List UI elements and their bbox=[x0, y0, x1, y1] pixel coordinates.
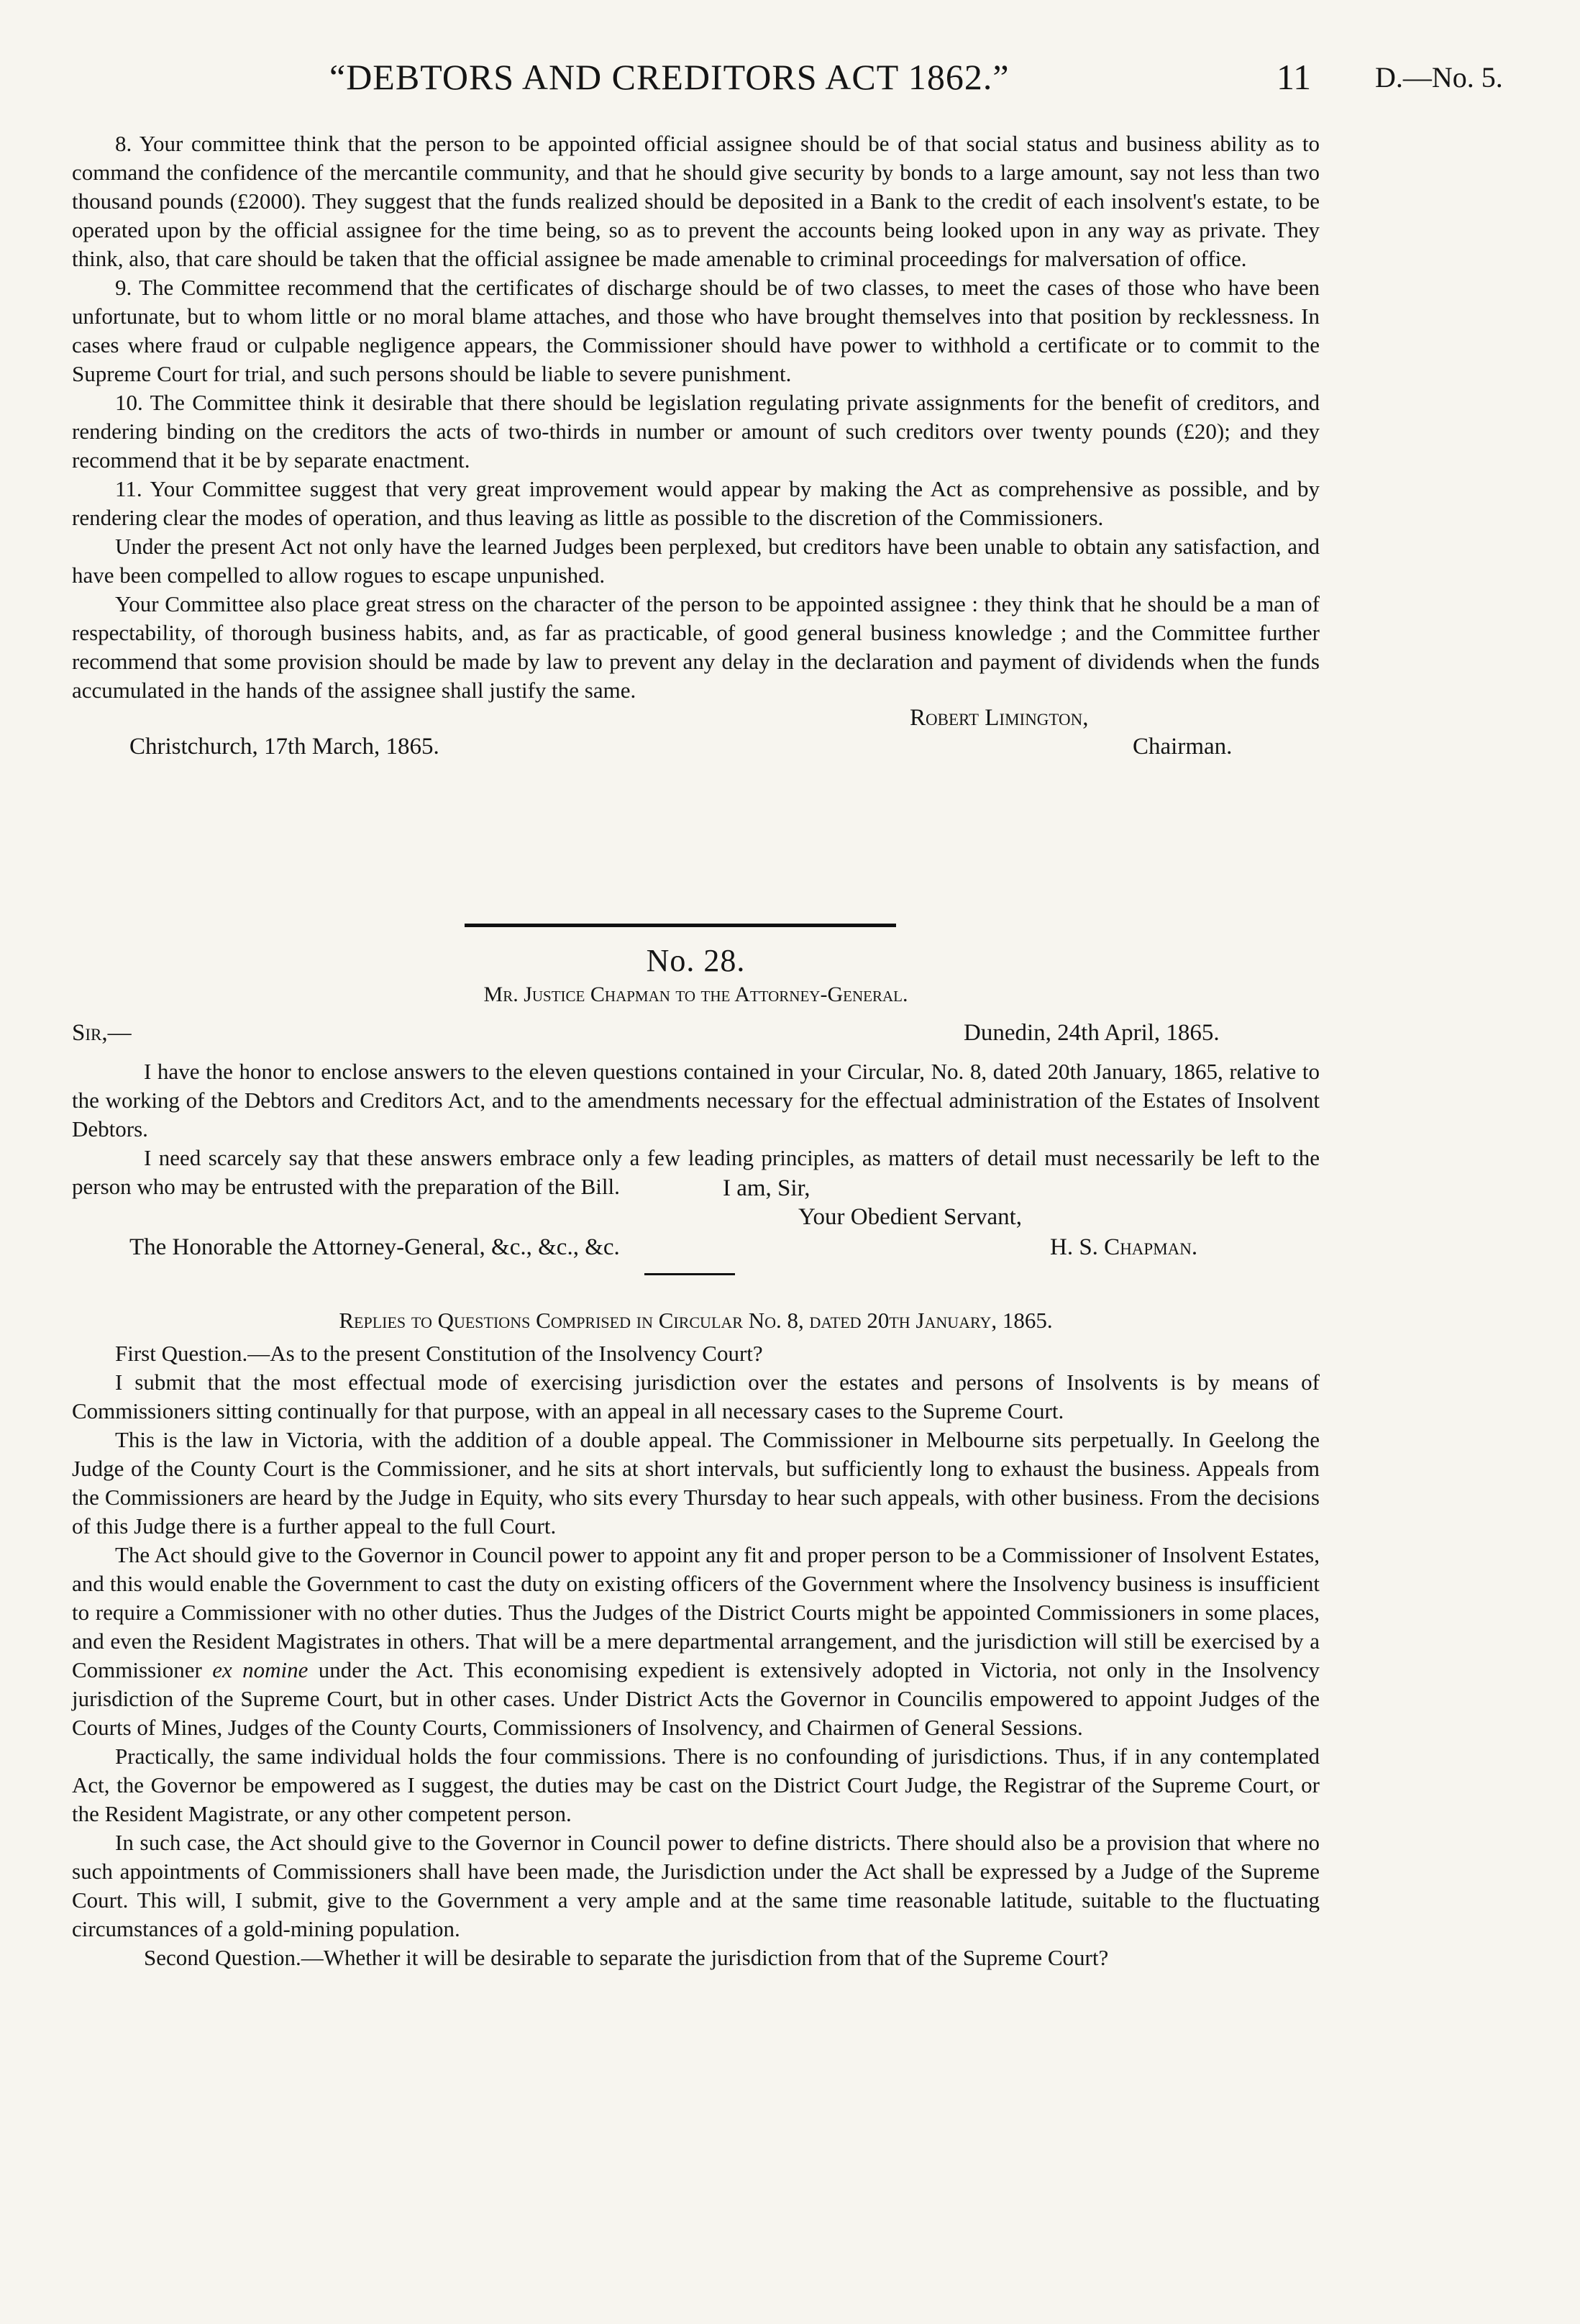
addressee: The Honorable the Attorney-General, &c., &c., &c. bbox=[129, 1234, 620, 1260]
signatory-name: Robert Limington, bbox=[910, 705, 1089, 731]
addressee-row bbox=[72, 1234, 1320, 1266]
reply-paragraph: Practically, the same individual holds the four commissions. There is no confounding of jurisdictions. Thus, if in any contemplated Act, the Governor be empowered as I suggest, the duties may be cast on the District Court Judge, the Registrar of the Supreme Court, or the Resident Magistrate, or any other competent person. bbox=[72, 1744, 1320, 1826]
replies-heading: Replies to Questions Comprised in Circular No. 8, dated 20th January, 1865. bbox=[339, 1308, 1053, 1333]
closing-i-am-sir: I am, Sir, bbox=[723, 1175, 810, 1201]
reply-paragraph-commissioner bbox=[72, 1541, 1320, 1742]
report-paragraph-assignee: Your Committee also place great stress on the character of the person to be appointed assignee : they think that he should be a man of respectability, of thorough business habits, and, as far as practicable, of good general business knowledge ; and the Committee further recommend that some provision should be made by law to prevent any delay in the declaration and payment of dividends when the funds accumulated in the hands of the assignee shall justify the same. bbox=[72, 591, 1320, 703]
page-number: 11 bbox=[1277, 57, 1312, 97]
short-divider bbox=[644, 1273, 735, 1275]
closing-obedient-servant: Your Obedient Servant, bbox=[798, 1204, 1023, 1230]
report-paragraph-8: 8. Your committee think that the person to be appointed official assignee should be of that social status and business ability as to command the confidence of the mercantile community, and that he should give security by bonds to a large amount, say not less than two thousand pounds (£2000). They suggest that the funds realized should be deposited in a Bank to the credit of each insolvent's estate, to be operated upon by the official assignee for the time being, so as to prevent the accounts being looked upon in any way as private. They think, also, that care should be taken that the official assignee be made amenable to criminal proceedings for malversation of office. bbox=[72, 131, 1320, 271]
letter-salutation-row bbox=[72, 1020, 1320, 1052]
letter-heading: Mr. Justice Chapman to the Attorney-General. bbox=[483, 983, 908, 1006]
report-place-date: Christchurch, 17th March, 1865. bbox=[129, 734, 439, 760]
signatory-title: Chairman. bbox=[1133, 734, 1233, 760]
report-paragraph-9: 9. The Committee recommend that the certificates of discharge should be of two classes, to meet the cases of those who have been unfortunate, but to whom little or no moral blame attaches, and those who have brought themselves into that position by recklessness. In cases where fraud or culpable negligence appears, the Commissioner should have power to withhold a certificate or to commit to the Supreme Court for trial, and such persons should be liable to severe punishment. bbox=[72, 275, 1320, 386]
first-question: First Question.—As to the present Constitution of the Insolvency Court? bbox=[115, 1341, 763, 1366]
report-signature-row bbox=[72, 705, 1320, 734]
reply-text: under the Act. This economising expedient is extensively adopted in Victoria, not only in the Insolvency jurisdiction of the Supreme Court, but in other cases. Under District Acts the Governor in Councilis empowered to appoint Judges of the Courts of Mines, Judges of the County Courts, Commissioners of Insolvency, and Chairmen of General Sessions. bbox=[72, 1657, 1320, 1740]
report-date-row bbox=[72, 734, 1320, 762]
letter-number: No. 28. bbox=[646, 943, 746, 978]
latin-phrase: ex nomine bbox=[212, 1657, 309, 1682]
replies-body bbox=[72, 1339, 1320, 1972]
report-paragraph-10: 10. The Committee think it desirable that there should be legislation regulating private assignments for the benefit of creditors, and rendering binding on the creditors the acts of two-thirds in number or amount of such creditors over twenty pounds (£20); and they recommend that it be by separate enactment. bbox=[72, 390, 1320, 473]
report-paragraph-11: 11. Your Committee suggest that very great improvement would appear by making the Act as comprehensive as possible, and by rendering clear the modes of operation, and thus leaving as little as possible to the discretion of the Commissioners. bbox=[72, 476, 1320, 530]
section-divider bbox=[465, 924, 896, 927]
closing-row-2 bbox=[72, 1204, 1320, 1236]
letter-date: Dunedin, 24th April, 1865. bbox=[964, 1020, 1220, 1046]
reply-paragraph: In such case, the Act should give to the Governor in Council power to define districts. There should also be a provision that where no such appointments of Commissioners shall have been made, the Jurisdiction under the Act shall be expressed by a Judge of the Supreme Court. This will, I submit, give to the Government a very ample and at the same time reasonable latitude, suitable to the fluctuating circumstances of a gold-mining population. bbox=[72, 1830, 1320, 1941]
letter-paragraph: I need scarcely say that these answers embrace only a few leading principles, as matters of detail must necessarily be left to the person who may be entrusted with the preparation of the Bill. bbox=[72, 1145, 1320, 1199]
reply-paragraph: I submit that the most effectual mode of exercising jurisdiction over the estates and persons of Insolvents is by means of Commissioners sitting continually for that purpose, with an appeal in all necessary cases to the Supreme Court. bbox=[72, 1370, 1320, 1423]
reply-text: The Act should give to the Governor in Council power to appoint any fit and proper person to be a Commissioner of Insolvent Estates, and this would enable the Government to cast the duty on existing officers of the Government where the Insolvency business is insufficient to require a Commissioner with no other duties. Thus the Judges of the District Courts might be appointed Commissioners in some places, and even the Resident Magistrates in others. That will be a mere departmental arrangement, and the jurisdiction will still be exercised by a Commissioner bbox=[72, 1542, 1320, 1682]
report-paragraph-present-act: Under the present Act not only have the learned Judges been perplexed, but creditors have been unable to obtain any satisfaction, and have been compelled to allow rogues to escape unpunished. bbox=[72, 534, 1320, 588]
page-header bbox=[0, 56, 1580, 106]
second-question: Second Question.—Whether it will be desirable to separate the jurisdiction from that of the Supreme Court? bbox=[144, 1945, 1109, 1970]
running-title: “DEBTORS AND CREDITORS ACT 1862.” bbox=[329, 57, 1010, 97]
letter-paragraph: I have the honor to enclose answers to the eleven questions contained in your Circular, No. 8, dated 20th January, 1865, relative to the working of the Debtors and Creditors Act, and to the amendments necessary for the effectual administration of the Estates of Insolvent Debtors. bbox=[72, 1059, 1320, 1142]
reply-paragraph: This is the law in Victoria, with the addition of a double appeal. The Commissioner in Melbourne sits perpetually. In Geelong the Judge of the County Court is the Commissioner, and he sits at short intervals, but sufficiently long to exhaust the business. Appeals from the Commissioners are heard by the Judge in Equity, who sits every Thursday to hear such appeals, with other business. From the decisions of this Judge there is a further appeal to the full Court. bbox=[72, 1427, 1320, 1539]
document-reference: D.—No. 5. bbox=[1375, 61, 1503, 94]
closing-row-1 bbox=[72, 1175, 1320, 1207]
salutation: Sir,— bbox=[72, 1020, 132, 1046]
letter-signature: H. S. Chapman. bbox=[1050, 1234, 1198, 1260]
committee-report bbox=[72, 129, 1320, 762]
